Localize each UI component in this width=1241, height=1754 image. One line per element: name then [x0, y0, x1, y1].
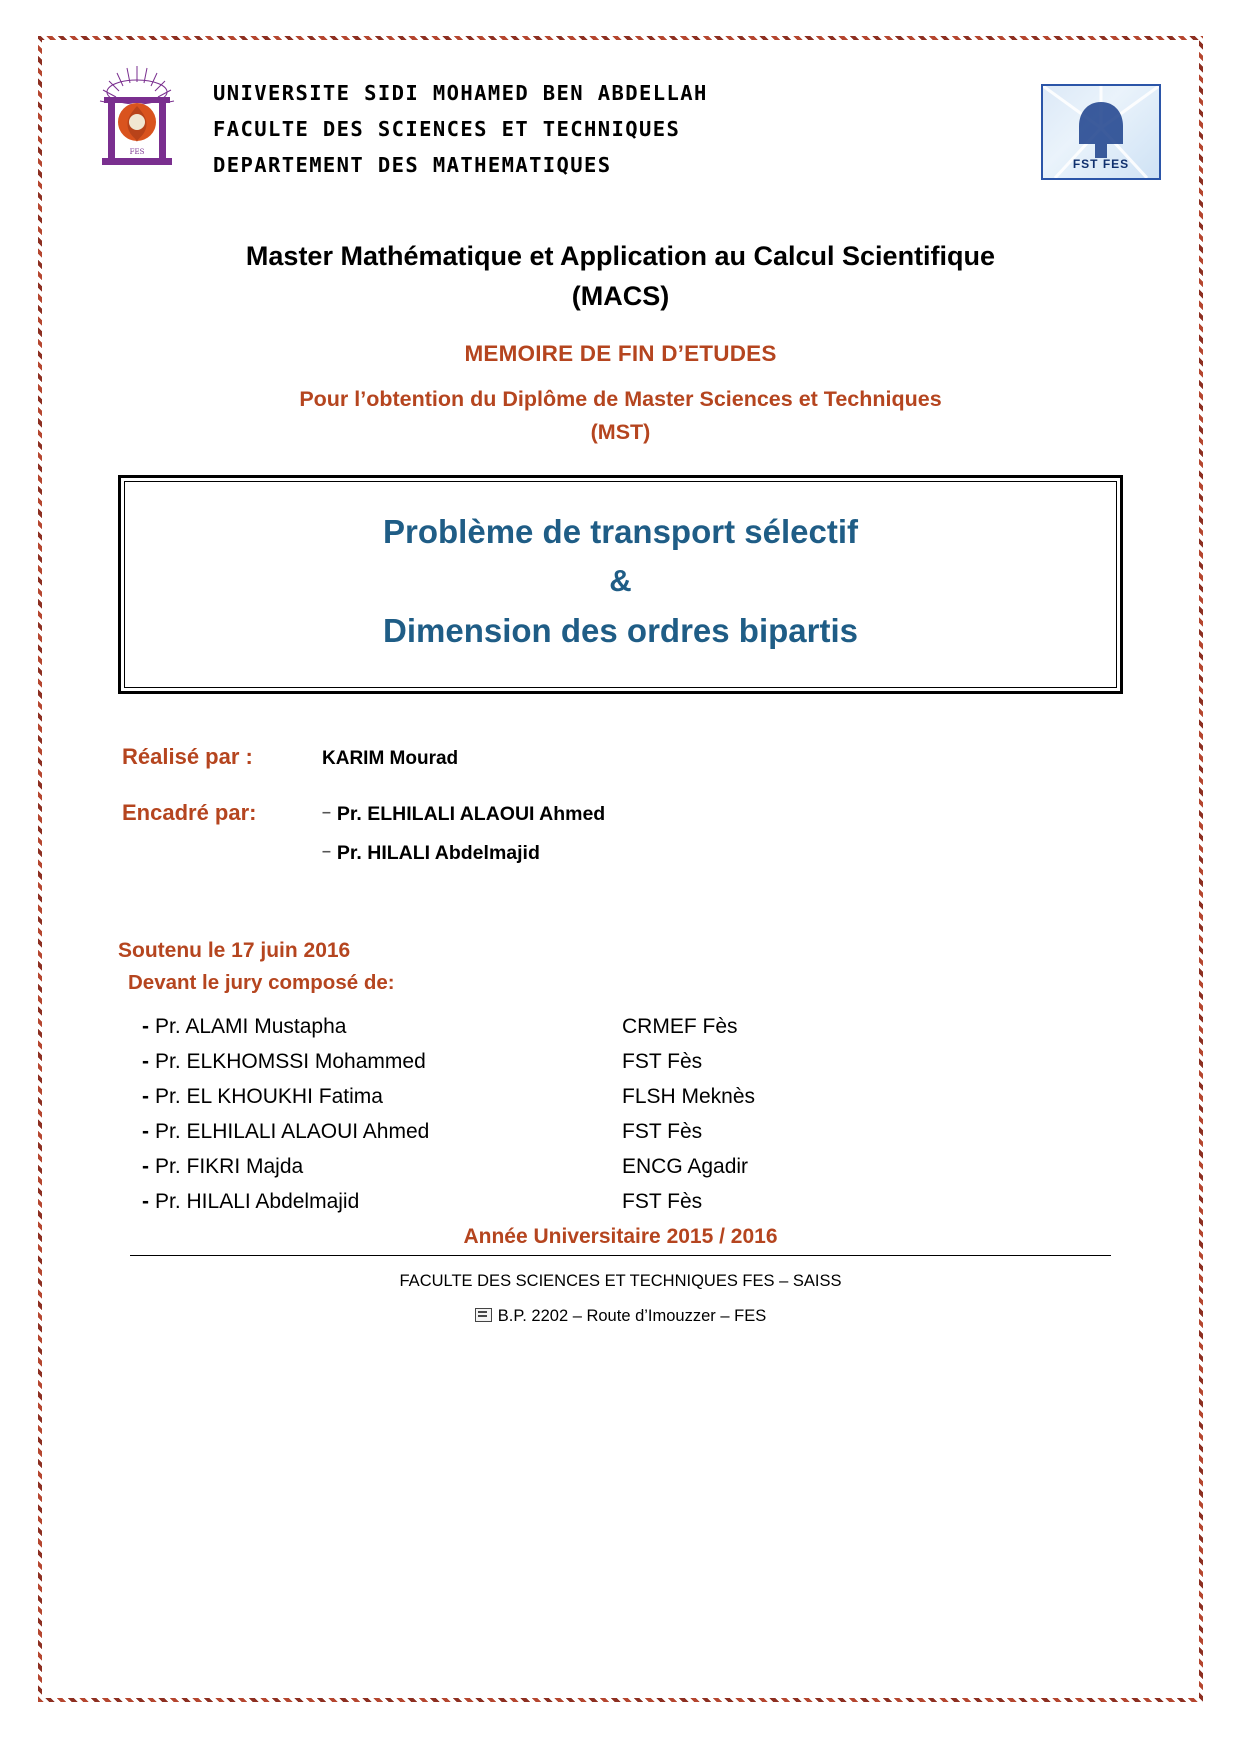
supervisor-item	[322, 842, 605, 865]
dash-icon: -	[142, 1049, 149, 1073]
jury-member-name: Pr. ALAMI Mustapha	[155, 1014, 347, 1038]
jury-member-name-cell	[142, 1050, 622, 1074]
academic-year: Année Universitaire 2015 / 2016	[463, 1224, 778, 1248]
jury-member-name: Pr. EL KHOUKHI Fatima	[155, 1084, 383, 1108]
dash-icon: –	[322, 842, 331, 860]
fst-logo-label: FST FES	[1072, 157, 1130, 171]
jury-member-name-cell	[142, 1120, 622, 1144]
dash-icon: -	[142, 1014, 149, 1038]
jury-member-affiliation: FLSH Meknès	[622, 1084, 756, 1108]
jury-member-name-cell	[142, 1085, 622, 1109]
jury-row	[142, 1015, 1181, 1039]
jury-member-name: Pr. HILALI Abdelmajid	[155, 1189, 360, 1213]
dash-icon: -	[142, 1154, 149, 1178]
jury-member-name-cell	[142, 1015, 622, 1039]
footer-faculty: FACULTE DES SCIENCES ET TECHNIQUES FES – SAISS	[399, 1271, 842, 1290]
header-institution-text	[185, 62, 1041, 184]
header-faculty-line: FACULTE DES SCIENCES ET TECHNIQUES	[213, 116, 681, 141]
dash-icon: -	[142, 1084, 149, 1108]
header-department-line: DEPARTEMENT DES MATHEMATIQUES	[213, 152, 612, 177]
svg-text:FES: FES	[129, 148, 145, 156]
supervisor-name: Pr. ELHILALI ALAOUI Ahmed	[336, 802, 606, 825]
supervisor-item	[322, 803, 605, 826]
jury-row	[142, 1190, 1181, 1214]
author-row	[122, 744, 1181, 770]
author-label: Réalisé par :	[122, 743, 253, 769]
footer-address: B.P. 2202 – Route d’Imouzzer – FES	[497, 1306, 767, 1325]
memoire-heading: MEMOIRE DE FIN D’ETUDES	[464, 340, 777, 366]
jury-row	[142, 1120, 1181, 1144]
defense-date: Soutenu le 17 juin 2016	[118, 938, 351, 962]
thesis-title-ampersand: &	[609, 563, 632, 599]
thesis-subject-inner	[124, 481, 1117, 687]
footer-divider	[130, 1255, 1111, 1256]
dash-icon: -	[142, 1189, 149, 1213]
jury-row	[142, 1085, 1181, 1109]
jury-member-name: Pr. ELKHOMSSI Mohammed	[155, 1049, 426, 1073]
university-seal-icon	[90, 62, 185, 172]
master-program-line2: (MACS)	[571, 281, 670, 312]
jury-member-affiliation: CRMEF Fès	[622, 1014, 738, 1038]
jury-member-affiliation: FST Fès	[622, 1189, 703, 1213]
people-section	[60, 744, 1181, 881]
supervisors-label: Encadré par:	[122, 799, 257, 825]
jury-member-name: Pr. ELHILALI ALAOUI Ahmed	[155, 1119, 430, 1143]
jury-member-name-cell	[142, 1155, 622, 1179]
thesis-title-line1: Problème de transport sélectif	[383, 513, 858, 551]
dash-icon: –	[322, 803, 331, 821]
diploma-purpose	[60, 383, 1181, 450]
thesis-subject-box	[118, 475, 1123, 693]
document-page	[60, 52, 1181, 1688]
master-program-line1: Master Mathématique et Application au Calcul Scientifique	[245, 240, 996, 271]
fst-fes-logo-icon	[1041, 84, 1161, 180]
jury-row	[142, 1050, 1181, 1074]
supervisors-row	[122, 800, 1181, 881]
jury-member-affiliation: FST Fès	[622, 1119, 703, 1143]
mailbox-icon	[475, 1308, 492, 1322]
dash-icon: -	[142, 1119, 149, 1143]
footer-address-row	[60, 1307, 1181, 1326]
defense-section	[60, 939, 1181, 1214]
supervisor-name: Pr. HILALI Abdelmajid	[336, 841, 540, 864]
jury-intro: Devant le jury composé de:	[128, 970, 395, 994]
supervisors-list	[322, 801, 605, 881]
diploma-purpose-line2: (MST)	[590, 419, 651, 444]
header-university-line: UNIVERSITE SIDI MOHAMED BEN ABDELLAH	[213, 81, 708, 105]
document-header	[60, 52, 1181, 184]
jury-member-affiliation: FST Fès	[622, 1049, 703, 1073]
author-name: KARIM Mourad	[322, 747, 459, 769]
thesis-title-line2: Dimension des ordres bipartis	[383, 612, 858, 650]
jury-member-name: Pr. FIKRI Majda	[155, 1154, 304, 1178]
master-program-title	[60, 236, 1181, 317]
jury-row	[142, 1155, 1181, 1179]
diploma-purpose-line1: Pour l’obtention du Diplôme de Master Sciences et Techniques	[299, 386, 942, 411]
jury-list	[118, 1015, 1181, 1214]
jury-member-affiliation: ENCG Agadir	[622, 1154, 749, 1178]
jury-member-name-cell	[142, 1190, 622, 1214]
